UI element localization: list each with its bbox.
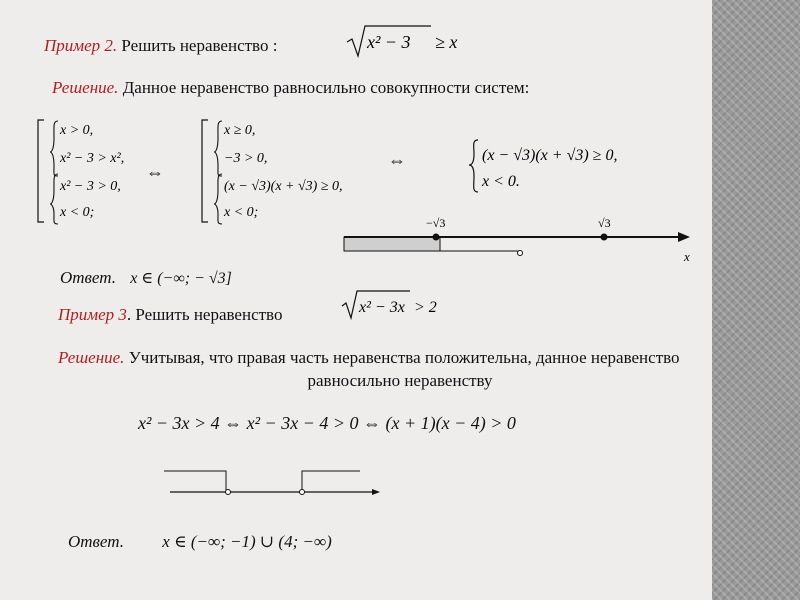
number-line-2 [160, 468, 390, 504]
system-a-line-1: x > 0, [60, 123, 94, 138]
example2-inequality [345, 22, 475, 62]
solution1-text: Данное неравенство равносильно совокупности систем: [118, 78, 530, 97]
solution2-line2: равносильно неравенству [307, 371, 493, 390]
solution2-label: Решение. [58, 348, 125, 367]
system-a-line-2: x² − 3 > x², [60, 151, 125, 166]
system-c-line-1: (x − √3)(x + √3) ≥ 0, [482, 147, 618, 164]
system-b-line-1: x ≥ 0, [224, 123, 256, 138]
point-4 [300, 490, 305, 495]
decorative-side-panel [712, 0, 800, 600]
answer2-value: x ∈ (−∞; −1) ∪ (4; −∞) [162, 532, 332, 551]
solution2-line1 [58, 348, 680, 368]
example2-radicand: x² − 3 [367, 32, 411, 52]
answer1-label: Ответ. [60, 268, 116, 287]
point-minus-1 [226, 490, 231, 495]
solution1-label: Решение. [52, 78, 119, 97]
answer2-label: Ответ. [68, 532, 124, 551]
point-minus-root3 [433, 234, 440, 241]
system-c [466, 138, 666, 198]
system-b-line-4: x < 0; [224, 205, 259, 220]
system-b-line-3: (x − √3)(x + √3) ≥ 0, [224, 179, 343, 194]
system-a-line-4: x < 0; [60, 205, 95, 220]
solution2-chain: x² − 3x > 4 ⇔ x² − 3x − 4 > 0 ⇔ (x + 1)(x − 4) > 0 [138, 413, 516, 433]
example2-label: Пример 2. [44, 36, 118, 55]
answer2 [68, 532, 332, 552]
answer1-value: x ∈ (−∞; − √3] [130, 270, 232, 287]
system-b [200, 118, 360, 228]
example3-label: Пример 3 [58, 305, 127, 324]
system-b-line-2: −3 > 0, [224, 151, 268, 166]
example3-radicand: x² − 3x [359, 299, 405, 316]
system-c-line-2: x < 0. [482, 173, 520, 190]
example3-rhs: > 2 [414, 299, 437, 316]
example3-inequality [340, 288, 470, 324]
label-root3: √3 [598, 216, 611, 230]
example3-heading [58, 305, 282, 325]
equiv-arrow-1: ⇔ [146, 162, 164, 182]
number-line-1 [340, 215, 700, 265]
equiv-arrow-2: ⇔ [388, 150, 406, 170]
point-root3 [601, 234, 608, 241]
answer1 [60, 268, 232, 288]
solution1-heading [52, 78, 529, 98]
label-minus-root3: −√3 [426, 216, 446, 230]
example2-task: Решить неравенство : [117, 36, 278, 55]
example3-task: . Решить неравенство [126, 305, 283, 324]
system-a-line-3: x² − 3 > 0, [60, 179, 121, 194]
solution2-text-1: Учитывая, что правая часть неравенства положительна, данное неравенство [124, 348, 680, 367]
axis-label-x: x [684, 249, 690, 264]
example2-rhs: ≥ x [435, 32, 458, 52]
example2-heading [44, 36, 277, 56]
